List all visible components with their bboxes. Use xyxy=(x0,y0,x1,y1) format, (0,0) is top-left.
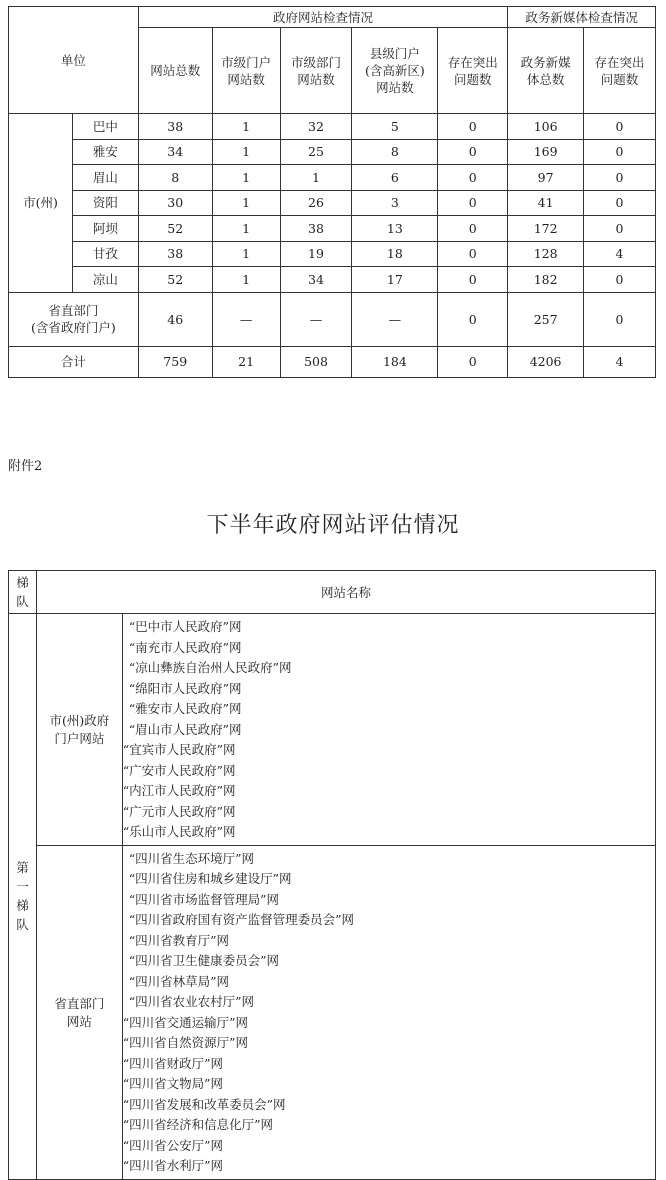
website-name: “巴中市人民政府”网 xyxy=(128,619,242,634)
website-name: “四川省市场监督管理局”网 xyxy=(128,891,280,907)
cell: 97 xyxy=(508,165,584,191)
city-row xyxy=(9,165,656,191)
cell: 1 xyxy=(212,267,280,293)
website-name: “四川省发展和改革委员会”网 xyxy=(122,1096,286,1112)
website-name: “四川省卫生健康委员会”网 xyxy=(128,953,280,968)
cell: 172 xyxy=(508,216,584,242)
cell: 0 xyxy=(438,139,508,165)
cell: 3 xyxy=(352,190,438,216)
cell: 34 xyxy=(280,267,352,293)
cell: 52 xyxy=(138,267,212,293)
names-right-column xyxy=(123,740,409,843)
tier-header-char: 队 xyxy=(16,594,29,609)
cell: 34 xyxy=(138,139,212,165)
cell: 25 xyxy=(280,139,352,165)
cell: 26 xyxy=(280,190,352,216)
city-name: 眉山 xyxy=(72,165,138,191)
cell: 0 xyxy=(584,165,656,191)
website-name: “内江市人民政府”网 xyxy=(122,783,236,798)
cell: 38 xyxy=(138,114,212,140)
group-label-line: 省直部门 xyxy=(54,996,105,1011)
group-label xyxy=(36,614,122,846)
page-title: 下半年政府网站评估情况 xyxy=(206,513,460,538)
cell: 0 xyxy=(438,292,508,346)
cell: 18 xyxy=(352,241,438,267)
cell: 0 xyxy=(584,267,656,293)
cell: 21 xyxy=(212,346,280,377)
col-header xyxy=(584,28,656,114)
tier-label-char: 队 xyxy=(16,917,29,933)
city-row xyxy=(9,114,656,140)
tier-label xyxy=(9,614,37,1180)
group-label-line: 网站 xyxy=(66,1014,92,1029)
cell: 1 xyxy=(280,165,352,191)
col-header-line: 市级部门 xyxy=(290,54,341,70)
group-label-line: 市(州)政府 xyxy=(49,713,110,729)
city-row xyxy=(9,139,656,165)
cell: 46 xyxy=(138,292,212,346)
cell: 38 xyxy=(138,241,212,267)
cell: — xyxy=(212,292,280,346)
city-name: 甘孜 xyxy=(72,241,138,267)
cell: 1 xyxy=(212,139,280,165)
names-left-column xyxy=(123,849,415,1013)
website-name: “绵阳市人民政府”网 xyxy=(128,680,242,696)
cell: 0 xyxy=(584,114,656,140)
tier-label-char: 梯 xyxy=(16,898,29,914)
tier-header xyxy=(9,571,37,614)
group-label xyxy=(36,845,122,1179)
city-row xyxy=(9,216,656,242)
names-right-column xyxy=(123,1013,409,1177)
cell: 8 xyxy=(352,139,438,165)
cell: 1 xyxy=(212,216,280,242)
cell: 4 xyxy=(584,241,656,267)
row-label: 合计 xyxy=(9,346,139,377)
city-name: 阿坝 xyxy=(72,216,138,242)
website-name: “四川省公安厅”网 xyxy=(122,1137,224,1153)
city-name: 资阳 xyxy=(72,190,138,216)
tier-header-char: 梯 xyxy=(16,575,29,590)
cell: 30 xyxy=(138,190,212,216)
col-header-line: 问题数 xyxy=(453,71,492,87)
cell: 1 xyxy=(212,165,280,191)
col-header xyxy=(138,28,212,114)
province-row xyxy=(9,292,656,346)
city-row xyxy=(9,241,656,267)
city-name: 雅安 xyxy=(72,139,138,165)
website-name: “宜宾市人民政府”网 xyxy=(122,742,236,757)
website-names xyxy=(122,614,655,846)
col-header-line: 市级门户 xyxy=(221,54,272,70)
row-label-line: (含省政府门户) xyxy=(31,320,116,335)
cell: 128 xyxy=(508,241,584,267)
evaluation-table xyxy=(8,570,656,1180)
cell: 0 xyxy=(584,216,656,242)
col-header-line: 存在突出 xyxy=(447,54,498,70)
cell: 4 xyxy=(584,346,656,377)
col-header xyxy=(508,28,584,114)
cell: 4206 xyxy=(508,346,584,377)
col-header-line: 县级门户 xyxy=(369,46,420,61)
website-name: “四川省政府国有资产监督管理委员会”网 xyxy=(128,912,355,927)
city-row xyxy=(9,267,656,293)
col-header-line: 政务新媒 xyxy=(520,54,571,70)
website-name: “四川省生态环境厅”网 xyxy=(128,850,255,866)
website-name: “四川省农业农村厅”网 xyxy=(128,994,255,1009)
cell: 5 xyxy=(352,114,438,140)
row-label-line: 省直部门 xyxy=(48,303,99,318)
cell: 0 xyxy=(438,114,508,140)
website-name: “雅安市人民政府”网 xyxy=(128,701,242,716)
city-name: 凉山 xyxy=(72,267,138,293)
group-label-line: 门户网站 xyxy=(54,731,105,747)
cell: 106 xyxy=(508,114,584,140)
tier-label-char: 第 xyxy=(16,860,29,876)
inspection-table xyxy=(8,6,656,378)
cell: 184 xyxy=(352,346,438,377)
col-header-line: 问题数 xyxy=(600,71,639,87)
website-name: “四川省林草局”网 xyxy=(128,973,230,989)
cell: 0 xyxy=(584,139,656,165)
cell: 32 xyxy=(280,114,352,140)
col-header-line: 网站数 xyxy=(376,80,414,95)
cell: — xyxy=(352,292,438,346)
website-name: “四川省交通运输厅”网 xyxy=(122,1014,249,1030)
media-group-header: 政务新媒体检查情况 xyxy=(508,7,656,28)
city-group-label: 市(州) xyxy=(9,114,73,293)
website-name: “四川省财政厅”网 xyxy=(122,1055,224,1071)
col-header xyxy=(352,28,438,114)
website-group-header: 政府网站检查情况 xyxy=(138,7,507,28)
unit-header xyxy=(9,7,139,114)
cell: 0 xyxy=(438,165,508,191)
tier-group-row xyxy=(9,845,656,1179)
col-header xyxy=(438,28,508,114)
cell: 1 xyxy=(212,190,280,216)
col-header-line: 网站数 xyxy=(297,71,335,87)
website-name: “四川省经济和信息化厅”网 xyxy=(122,1117,274,1132)
website-name: “眉山市人民政府”网 xyxy=(128,721,242,737)
cell: 8 xyxy=(138,165,212,191)
website-name: “四川省教育厅”网 xyxy=(128,932,230,948)
cell: 52 xyxy=(138,216,212,242)
website-name: “广元市人民政府”网 xyxy=(122,803,236,819)
website-names xyxy=(122,845,655,1179)
cell: 19 xyxy=(280,241,352,267)
cell: 759 xyxy=(138,346,212,377)
website-name: “南充市人民政府”网 xyxy=(128,639,242,655)
cell: 0 xyxy=(438,241,508,267)
col-header-line: 存在突出 xyxy=(594,54,645,70)
website-name: “广安市人民政府”网 xyxy=(122,762,236,778)
col-header-line: 网站总数 xyxy=(150,63,201,78)
website-name: “四川省自然资源厅”网 xyxy=(122,1035,249,1050)
cell: 1 xyxy=(212,241,280,267)
cell: 17 xyxy=(352,267,438,293)
cell: 0 xyxy=(584,190,656,216)
cell: 169 xyxy=(508,139,584,165)
row-label xyxy=(9,292,139,346)
annex-label: 附件2 xyxy=(8,459,43,474)
cell: — xyxy=(280,292,352,346)
total-row xyxy=(9,346,656,377)
name-header: 网站名称 xyxy=(36,571,655,614)
cell: 0 xyxy=(438,346,508,377)
col-header-line: 网站数 xyxy=(227,71,265,87)
cell: 38 xyxy=(280,216,352,242)
website-name: “凉山彝族自治州人民政府”网 xyxy=(128,660,292,675)
col-header-line: 体总数 xyxy=(526,71,565,87)
cell: 41 xyxy=(508,190,584,216)
tier-label-char: 一 xyxy=(16,879,29,895)
city-row xyxy=(9,190,656,216)
cell: 6 xyxy=(352,165,438,191)
website-name: “四川省水利厅”网 xyxy=(122,1158,224,1173)
website-name: “乐山市人民政府”网 xyxy=(122,824,236,839)
cell: 0 xyxy=(438,190,508,216)
cell: 0 xyxy=(584,292,656,346)
cell: 1 xyxy=(212,114,280,140)
unit-header-label: 单位 xyxy=(60,52,86,68)
city-name: 巴中 xyxy=(72,114,138,140)
cell: 257 xyxy=(508,292,584,346)
tier-group-row xyxy=(9,614,656,846)
col-header-line: (含高新区) xyxy=(364,63,425,78)
col-header xyxy=(212,28,280,114)
col-header xyxy=(280,28,352,114)
names-left-column xyxy=(123,617,415,740)
cell: 13 xyxy=(352,216,438,242)
website-name: “四川省文物局”网 xyxy=(122,1076,224,1091)
cell: 0 xyxy=(438,267,508,293)
cell: 508 xyxy=(280,346,352,377)
cell: 182 xyxy=(508,267,584,293)
cell: 0 xyxy=(438,216,508,242)
website-name: “四川省住房和城乡建设厅”网 xyxy=(128,871,292,886)
